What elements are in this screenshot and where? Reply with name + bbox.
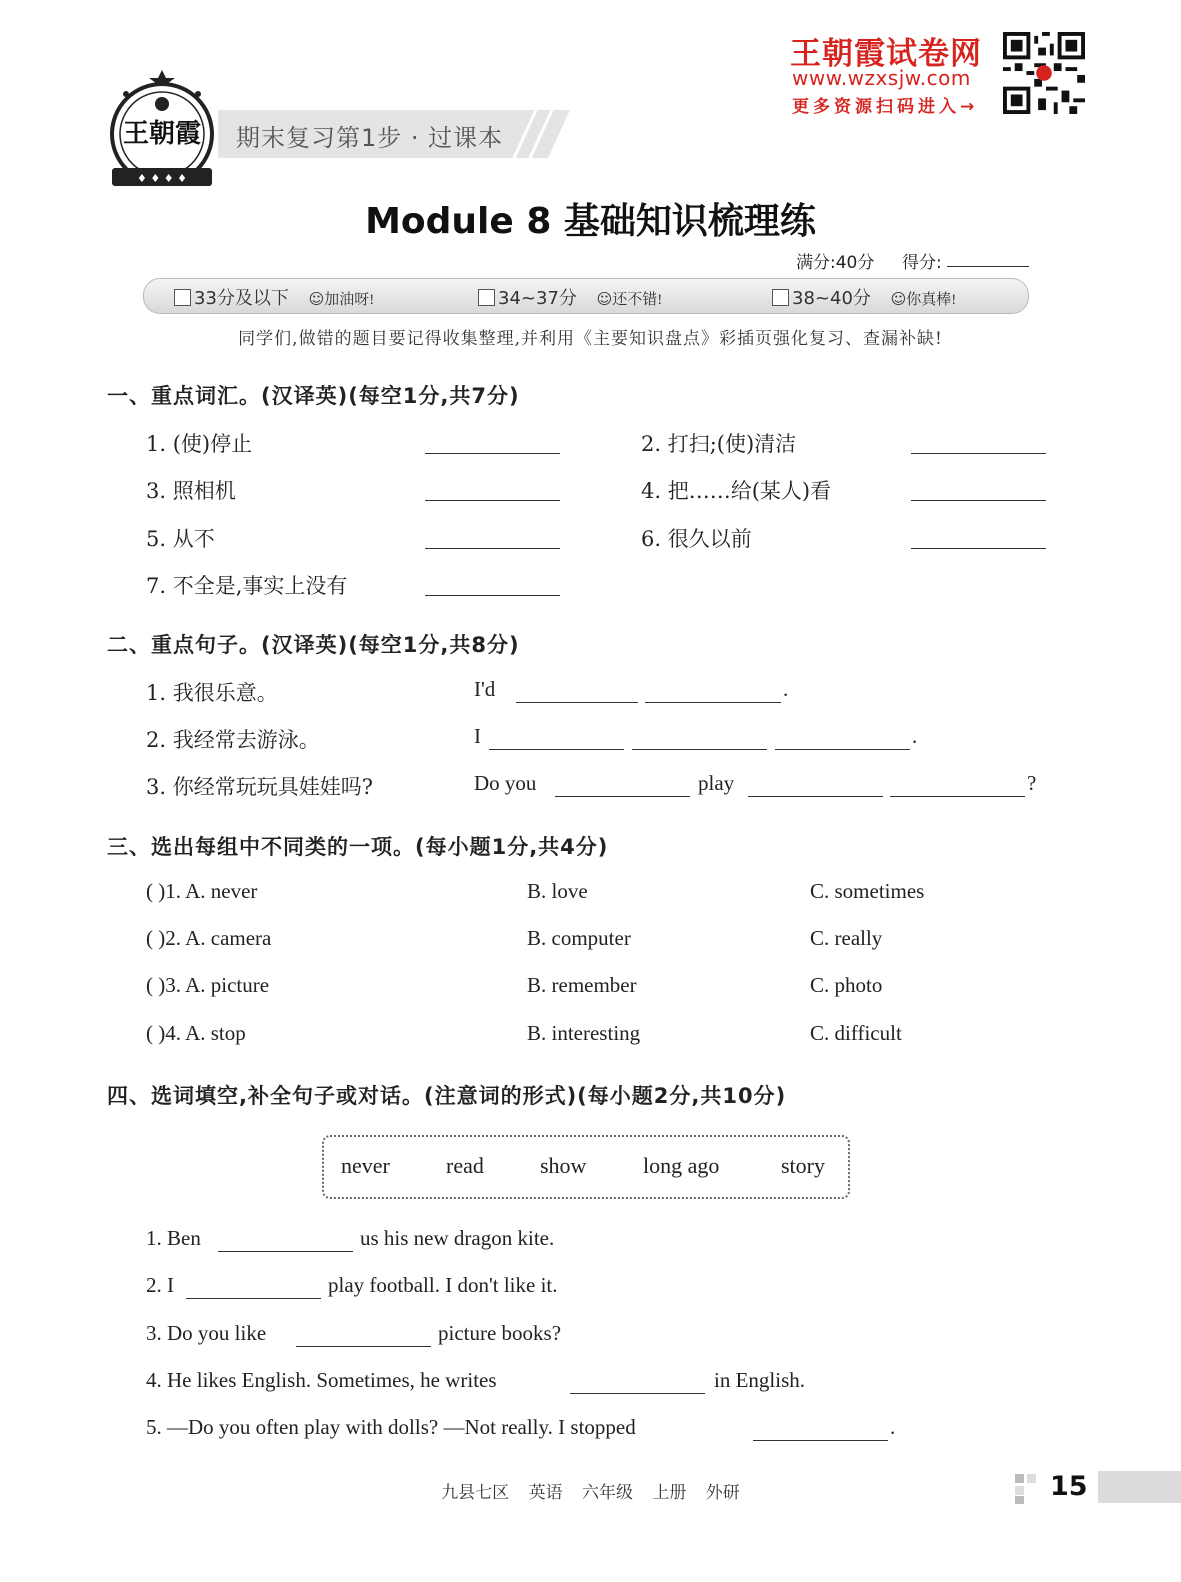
brand-seal-logo (106, 68, 218, 192)
fill-item-5-suffix: . (890, 1415, 896, 1439)
checkbox[interactable] (174, 289, 191, 306)
fill-item-5-prefix: 5. —Do you often play with dolls? —Not really. I stopped (146, 1415, 636, 1439)
sentence-2-cn: 2. 我经常去游泳。 (146, 728, 320, 752)
choice-3-option-a[interactable]: ( )3. A. picture (146, 973, 270, 997)
score-label: 得分: (902, 253, 942, 273)
choice-3-option-c: C. photo (810, 973, 883, 997)
choice-1-option-a[interactable]: ( )1. A. never (146, 879, 258, 903)
score-level-1 (174, 284, 374, 310)
svg-text:♦ ♦ ♦ ♦: ♦ ♦ ♦ ♦ (137, 172, 187, 185)
page-title: Module 8 基础知识梳理练 (365, 201, 816, 242)
brand-name: 王朝霞试卷网 (790, 36, 982, 72)
fill-item-4-prefix: 4. He likes English. Sometimes, he writes (146, 1368, 497, 1392)
sentence-1-cn: 1. 我很乐意。 (146, 681, 278, 705)
answer-blank[interactable] (555, 796, 690, 797)
page-number-bar (1098, 1471, 1181, 1503)
study-note: 同学们,做错的题目要记得收集整理,并利用《主要知识盘点》彩插页强化复习、查漏补缺! (238, 329, 943, 349)
vocab-item-3: 3. 照相机 (146, 479, 236, 503)
answer-blank[interactable] (632, 749, 767, 750)
answer-blank[interactable] (218, 1251, 353, 1252)
sentence-3-en-mid: play (698, 771, 735, 795)
answer-blank[interactable] (911, 453, 1046, 454)
word-bank-item: long ago (643, 1153, 720, 1178)
vocab-item-5: 5. 从不 (146, 527, 215, 551)
answer-blank[interactable] (748, 796, 883, 797)
choice-4-option-c: C. difficult (810, 1021, 902, 1045)
answer-blank[interactable] (186, 1298, 321, 1299)
smile-icon: ☺ (890, 290, 907, 308)
choice-2-option-b: B. computer (527, 926, 631, 950)
section-1-heading: 一、重点词汇。(汉译英)(每空1分,共7分) (107, 384, 520, 408)
score-level-bar (143, 278, 1029, 314)
level-message: 还不错! (612, 292, 663, 308)
sentence-3-cn: 3. 你经常玩玩具娃娃吗? (146, 775, 373, 799)
vocab-item-2: 2. 打扫;(使)清洁 (641, 432, 797, 456)
answer-blank[interactable] (645, 702, 781, 703)
answer-blank[interactable] (296, 1346, 431, 1347)
vocab-item-1: 1. (使)停止 (146, 432, 253, 456)
section-2-heading: 二、重点句子。(汉译英)(每空1分,共8分) (107, 633, 520, 657)
choice-4-option-b: B. interesting (527, 1021, 641, 1045)
score-level-2 (478, 284, 662, 310)
fill-item-4-suffix: in English. (714, 1368, 806, 1392)
brand-url[interactable]: www.wzxsjw.com (792, 66, 971, 90)
sentence-3-en-end: ? (1027, 771, 1037, 795)
brand-scan-hint: 更多资源扫码进入→ (792, 97, 979, 117)
answer-blank[interactable] (489, 749, 624, 750)
vocab-item-4: 4. 把……给(某人)看 (641, 479, 832, 503)
step-banner-text: 期末复习第1步 · 过课本 (236, 124, 504, 152)
answer-blank[interactable] (425, 595, 560, 596)
answer-blank[interactable] (570, 1393, 705, 1394)
answer-blank[interactable] (890, 796, 1025, 797)
level-range: 33分及以下 (194, 288, 289, 309)
word-bank-item: show (540, 1153, 587, 1178)
fill-item-2-prefix: 2. I (146, 1273, 174, 1297)
full-score: 满分:40分 (796, 253, 875, 273)
fill-item-1-suffix: us his new dragon kite. (360, 1226, 555, 1250)
choice-2-option-a[interactable]: ( )2. A. camera (146, 926, 272, 950)
fill-item-3-prefix: 3. Do you like (146, 1321, 267, 1345)
word-bank-item: story (781, 1153, 825, 1178)
vocab-item-7: 7. 不全是,事实上没有 (146, 574, 348, 598)
score-input-line[interactable] (947, 266, 1029, 267)
choice-4-option-a[interactable]: ( )4. A. stop (146, 1021, 246, 1045)
sentence-3-en-start: Do you (474, 771, 537, 795)
answer-blank[interactable] (753, 1440, 888, 1441)
word-bank-item: read (446, 1153, 484, 1178)
smile-icon: ☺ (308, 290, 325, 308)
sentence-1-en-start: I'd (474, 677, 496, 701)
footer-text: 九县七区 英语 六年级 上册 外研 (441, 1483, 740, 1503)
score-level-3 (772, 284, 956, 310)
level-range: 38~40分 (792, 288, 871, 309)
level-range: 34~37分 (498, 288, 577, 309)
word-bank-item: never (341, 1153, 390, 1178)
choice-1-option-c: C. sometimes (810, 879, 925, 903)
fill-item-2-suffix: play football. I don't like it. (328, 1273, 558, 1297)
section-3-heading: 三、选出每组中不同类的一项。(每小题1分,共4分) (107, 835, 609, 859)
answer-blank[interactable] (425, 453, 560, 454)
answer-blank[interactable] (911, 500, 1046, 501)
qr-code-icon[interactable] (1003, 32, 1085, 114)
fill-item-3-suffix: picture books? (438, 1321, 562, 1345)
checkbox[interactable] (478, 289, 495, 306)
answer-blank[interactable] (425, 548, 560, 549)
level-message: 你真棒! (906, 292, 957, 308)
answer-blank[interactable] (516, 702, 638, 703)
choice-3-option-b: B. remember (527, 973, 637, 997)
choice-2-option-c: C. really (810, 926, 883, 950)
sentence-1-en-end: . (783, 677, 789, 701)
sentence-2-en-end: . (912, 724, 918, 748)
answer-blank[interactable] (911, 548, 1046, 549)
choice-1-option-b: B. love (527, 879, 588, 903)
section-4-heading: 四、选词填空,补全句子或对话。(注意词的形式)(每小题2分,共10分) (107, 1084, 787, 1108)
svg-text:王朝霞: 王朝霞 (122, 119, 202, 149)
sentence-2-en-start: I (474, 724, 481, 748)
page-decoration (1015, 1474, 1045, 1504)
level-message: 加油呀! (324, 292, 375, 308)
answer-blank[interactable] (775, 749, 910, 750)
checkbox[interactable] (772, 289, 789, 306)
fill-item-1-prefix: 1. Ben (146, 1226, 201, 1250)
page-number: 15 (1050, 1471, 1088, 1502)
vocab-item-6: 6. 很久以前 (641, 527, 752, 551)
smile-icon: ☺ (596, 290, 613, 308)
answer-blank[interactable] (425, 500, 560, 501)
